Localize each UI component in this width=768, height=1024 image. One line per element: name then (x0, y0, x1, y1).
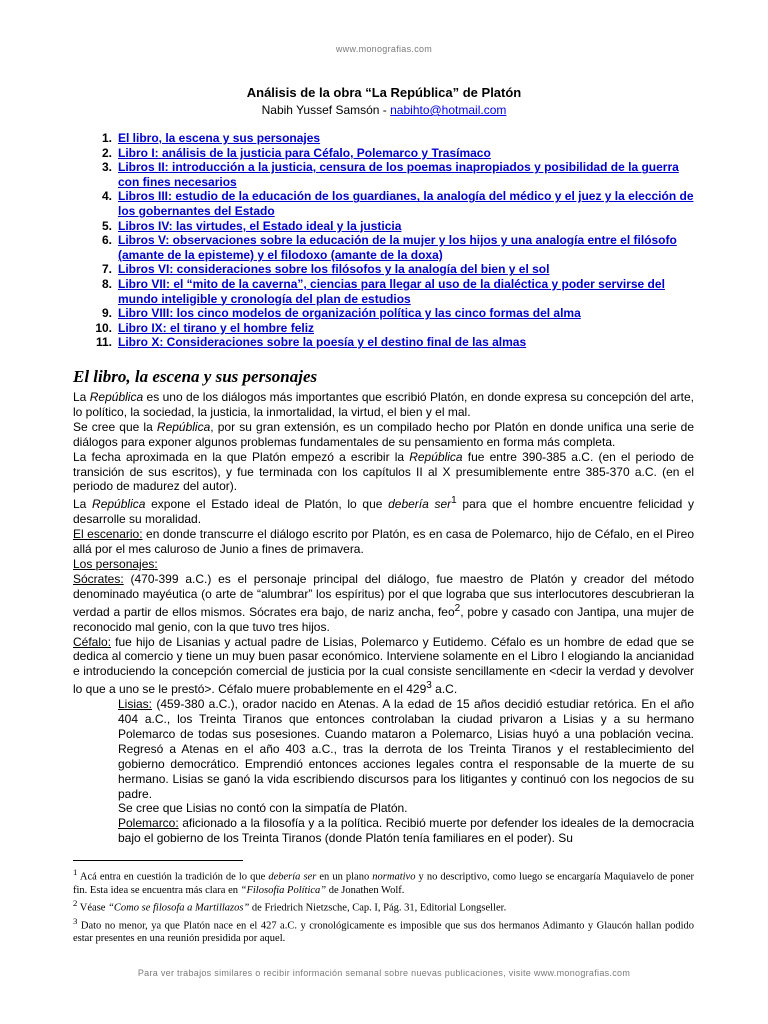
toc-link[interactable]: Libro VII: el “mito de la caverna”, ciencias para llegar al uso de la dialéctica y poder servirse del mundo inteligible y cronología del plan de estudios (118, 276, 665, 306)
toc-number: 10. (95, 320, 112, 335)
toc-link[interactable]: Libros V: observaciones sobre la educación de la mujer y los hijos y una analogía entre el filósofo (amante de la episteme) y el filodoxo (amante de la doxa) (118, 233, 677, 262)
footnote-number: 3 (73, 915, 78, 926)
toc-item (88, 160, 698, 189)
toc-number: 1. (101, 131, 112, 145)
italic-text: República (409, 449, 463, 464)
underlined-label: Polemarco: (118, 816, 179, 831)
text-run: La fecha aproximada en la que Platón empezó a escribir la (73, 449, 410, 464)
paragraph (73, 527, 694, 557)
underlined-label: Lisias: (118, 697, 153, 712)
paragraph (73, 635, 694, 698)
toc-item (88, 306, 698, 321)
text-run: Se cree que la (73, 419, 157, 434)
toc-number: 11. (95, 335, 112, 350)
text-run: Acá entra en cuestión la tradición de lo que (77, 871, 269, 883)
text-run: (459-380 a.C.), orador nacido en Atenas. A la edad de 15 años decidió estudiar retórica. En el año 404 a.C., los Treinta Tiranos que entonces controlaban la ciudad privaron a Lisias y a su hermano Polemarco de todas sus posesiones. Cuando mataron a Polemarco, Lisias huyó a una población vecina. Regresó a Atenas en el año 403 a.C., tras la derrota de los Treinta Tiranos y el restablecimiento del gobierno democrático. Emprendió entonces acciones legales contra el responsable de la muerte de su hermano. Lisias se ganó la vida escribiendo discursos para los litigantes y continuó con los negocios de su padre. (118, 697, 694, 801)
italic-text: República (92, 497, 146, 512)
text-run: fue hijo de Lisanias y actual padre de Lisias, Polemarco y Eutidemo. Céfalo es un hombre de edad que se dedica al comercio y tiene un muy buen pasar económico. Interviene solamente en el Libro I elogiando la ancianidad e introduciendo la concepción comercial de justicia por la cual consiste sencillamente en <decir la verdad y devolver lo que a uno se le prestó>. Céfalo muere probablemente en el 429 (73, 634, 694, 697)
toc-item (88, 233, 698, 262)
text-run: Véase (77, 902, 109, 914)
paragraph (73, 420, 694, 450)
site-header: www.monografias.com (335, 44, 433, 54)
italic-text: normativo (372, 871, 416, 883)
toc-link[interactable]: Libros IV: las virtudes, el Estado ideal y la justicia (118, 218, 402, 233)
text-run: para que el hombre encuentre felicidad y desarrolle su moralidad. (73, 497, 695, 527)
toc-item (88, 277, 698, 306)
toc-link[interactable]: Libro VIII: los cinco modelos de organización política y las cinco formas del alma (118, 306, 581, 321)
toc-link[interactable]: Libros VI: consideraciones sobre los filósofos y la analogía del bien y el sol (118, 262, 550, 277)
italic-text: “Como se filosofa a Martillazos” (108, 902, 250, 914)
toc-number: 5. (101, 218, 112, 233)
italic-text: República (156, 419, 211, 434)
toc-item (88, 262, 698, 277)
toc-link[interactable]: Libros III: estudio de la educación de los guardianes, la analogía del médico y el juez y la elección de los gobernantes del Estado (118, 189, 694, 218)
underlined-label: Sócrates: (73, 571, 124, 586)
text-run: y no descriptivo, como luego se encargaría Maquiavelo de poner fin. Esta idea se encuentra más clara en (73, 871, 694, 896)
toc-number: 8. (101, 276, 112, 291)
toc-link[interactable]: Libro I: análisis de la justicia para Céfalo, Polemarco y Trasímaco (118, 145, 491, 160)
text-run: La (73, 497, 93, 512)
footnote-ref[interactable]: 3 (426, 680, 432, 692)
italic-text: “Filosofía Política” (240, 884, 327, 896)
toc-item (88, 219, 698, 234)
footnote-divider (73, 860, 243, 861)
text-run: de Friedrich Nietzsche, Cap. I, Pág. 31, Editorial Longseller. (249, 902, 507, 914)
section-heading: El libro, la escena y sus personajes (73, 367, 318, 386)
author-name: Nabih Yussef Samsón - (261, 103, 391, 117)
underlined-label: Céfalo: (73, 634, 112, 649)
document-title: Análisis de la obra “La República” de Platón (246, 85, 522, 100)
footnote-ref[interactable]: 1 (451, 495, 457, 507)
text-run: expone el Estado ideal de Platón, lo que (145, 497, 389, 512)
paragraph (118, 697, 694, 801)
text-run: de Jonathen Wolf. (326, 884, 405, 896)
paragraph: Se cree que Lisias no contó con la simpatía de Platón. (118, 801, 408, 816)
text-run: aficionado a la filosofía y a la política. Recibió muerte por defender los ideales de la democracia bajo el gobierno de los Treinta Tiranos (donde Platón tenía familiares en el poder). Su (118, 816, 694, 846)
table-of-contents (88, 131, 698, 350)
toc-link[interactable]: Libro X: Consideraciones sobre la poesía y el destino final de las almas (118, 335, 527, 350)
text-run: La (73, 390, 90, 404)
footnote-number: 2 (73, 897, 78, 908)
paragraph (118, 816, 694, 846)
text-run: en donde transcurre el diálogo escrito por Platón, es en casa de Polemarco, hijo de Céfalo, en el Pireo allá por el mes caluroso de Junio a fines de primavera. (73, 527, 695, 557)
toc-item (88, 189, 698, 218)
toc-item (88, 146, 698, 161)
toc-item (88, 321, 698, 336)
text-run: en un plano (316, 871, 373, 883)
toc-link[interactable]: Libro IX: el tirano y el hombre feliz (118, 320, 315, 335)
text-run: , pobre y casado con Jantipa, una mujer de reconocido mal genio, con la que tuvo tres hijos. (73, 604, 694, 634)
text-run: (470-399 a.C.) es el personaje principal del diálogo, fue maestro de Platón y creador del método denominado mayéutica (o arte de “alumbrar” los espíritus) por el que lograba que sus interlocutores descubrieran la verdad a partir de ellos mismos. Sócrates era bajo, de nariz ancha, feo (73, 571, 694, 619)
text-run: fue entre 390-385 a.C. (en el periodo de transición de sus escritos), y fue terminada con los capítulos II al X presumiblemente entre 385-370 a.C. (en el periodo de madurez del autor). (73, 449, 694, 494)
toc-item (88, 335, 698, 350)
toc-number: 2. (101, 145, 112, 160)
toc-number: 6. (101, 233, 112, 248)
text-run: es uno de los diálogos más importantes que escribió Platón, en donde expresa su concepción del arte, lo político, la sociedad, la justicia, la inmortalidad, la virtud, el bien y el mal. (73, 390, 694, 419)
paragraph (73, 390, 694, 420)
footnote (73, 915, 694, 946)
underlined-label: Los personajes: (73, 556, 158, 571)
body-text (73, 390, 694, 846)
paragraph (73, 557, 694, 572)
document-author (0, 103, 768, 117)
toc-number: 4. (101, 189, 112, 204)
italic-text: debería ser (268, 871, 317, 883)
paragraph (73, 494, 694, 527)
paragraph (73, 450, 694, 495)
toc-number: 3. (101, 160, 112, 175)
toc-link[interactable]: El libro, la escena y sus personajes (118, 131, 321, 145)
toc-number: 9. (101, 306, 112, 321)
site-footer: Para ver trabajos similares o recibir información semanal sobre nuevas publicaciones, visite www.monografias.com (137, 968, 631, 978)
italic-text: República (89, 390, 144, 404)
toc-link[interactable]: Libros II: introducción a la justicia, censura de los poemas inapropiados y posibilidad de la guerra con fines necesarios (118, 160, 679, 189)
underlined-label: El escenario: (73, 527, 143, 542)
author-email-link[interactable]: nabihto@hotmail.com (390, 103, 507, 117)
text-run: , por su gran extensión, es un compilado hecho por Platón en donde unifica una serie de diálogos para exponer algunos problemas fundamentales de su pensamiento en forma más completa. (73, 419, 695, 449)
italic-text: debería ser (388, 497, 452, 512)
footnote (73, 866, 694, 897)
footnote-ref[interactable]: 2 (454, 602, 461, 614)
paragraph (73, 572, 694, 635)
footnote-number: 1 (73, 867, 78, 877)
footnote (73, 897, 694, 915)
toc-number: 7. (101, 262, 112, 277)
text-run: Dato no menor, ya que Platón nace en el 427 a.C. y cronológicamente es imposible que sus dos hermanos Adimanto y Glaucón hallan podido estar presentes en una reunión presidida por aquel. (73, 920, 694, 945)
toc-item (88, 131, 698, 146)
text-run: a.C. (431, 682, 458, 697)
footnotes (73, 866, 694, 946)
